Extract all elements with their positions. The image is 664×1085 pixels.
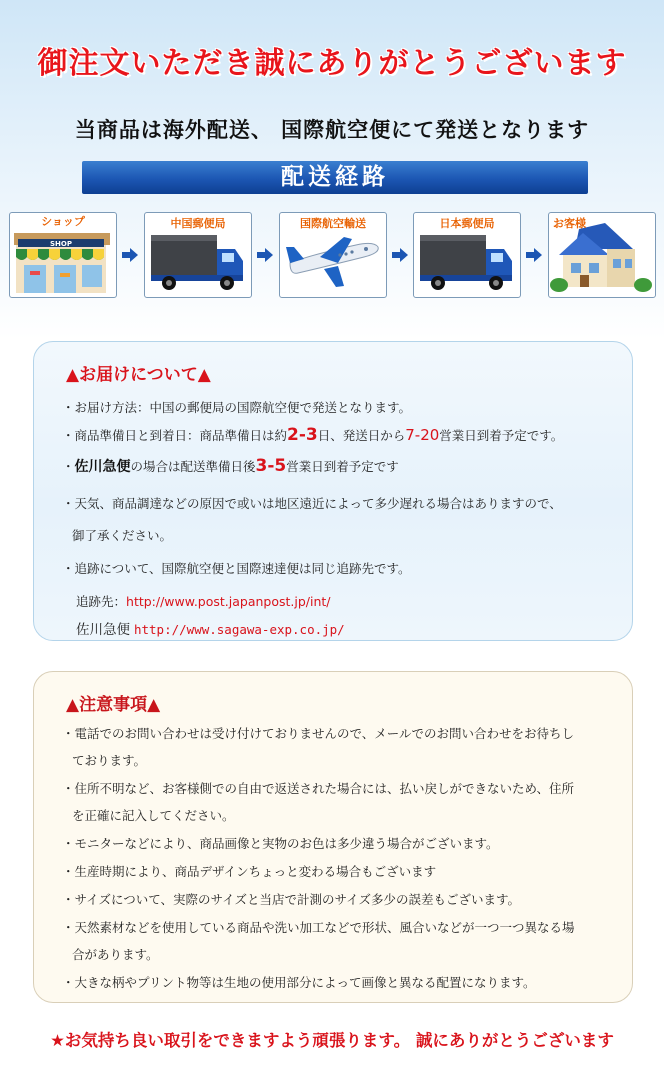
shipping-subtitle: 当商品は海外配送、 国際航空便にて発送となります bbox=[74, 118, 590, 142]
sagawa-days: 3-5 bbox=[255, 456, 287, 476]
prep-days: 2-3 bbox=[287, 425, 318, 445]
route-step-label: 日本郵便局 bbox=[439, 217, 495, 230]
sagawa-text: 営業日到着予定です bbox=[286, 459, 399, 474]
note-line: ております。 bbox=[72, 753, 147, 768]
note-line: ・大きな柄やプリント物等は生地の使用部分によって画像と異なる配置になります。 bbox=[62, 975, 536, 990]
note-line: を正確に記入してください。 bbox=[72, 808, 235, 823]
route-step-china-post bbox=[144, 212, 252, 298]
ship-days: 7-20 bbox=[405, 426, 440, 444]
japanpost-tracking-link[interactable]: http://www.post.japanpost.jp/int/ bbox=[126, 594, 331, 609]
track-label: 追跡先： bbox=[76, 594, 127, 609]
svg-text:SHOP: SHOP bbox=[50, 240, 72, 248]
note-line: ・生産時期により、商品デザインちょっと変わる場合もございます bbox=[62, 864, 437, 879]
route-step-label: 国際航空輸送 bbox=[300, 217, 366, 230]
note-line: ・サイズについて、実際のサイズと当店で計測のサイズ多少の誤差もございます。 bbox=[62, 892, 521, 907]
note-line: ・住所不明など、お客様側での自由で返送された場合には、払い戻しができないため、住所 bbox=[62, 781, 575, 796]
delivery-prep-line bbox=[62, 425, 563, 445]
route-step-label: ショップ bbox=[41, 215, 85, 228]
delivery-heading: ▲お届けについて▲ bbox=[66, 365, 211, 385]
truck-icon bbox=[145, 213, 249, 295]
notes-card bbox=[33, 671, 633, 1003]
airplane-icon bbox=[280, 213, 384, 295]
sagawa-tracking-row bbox=[76, 618, 345, 638]
shipping-route bbox=[9, 212, 657, 300]
route-step-japan-post bbox=[413, 212, 521, 298]
prep-text: 日、発送日から bbox=[317, 428, 406, 443]
delay-line: ・天気、商品調達などの原因で或いは地区遠近によって多少遅れる場合はありますので、 bbox=[62, 496, 562, 511]
sagawa-track-label: 佐川急便 bbox=[76, 622, 130, 638]
arrow-right-icon bbox=[392, 248, 408, 262]
route-step-label: お客様 bbox=[553, 217, 586, 230]
sagawa-line bbox=[62, 456, 399, 476]
delivery-method: ・お届け方法：中国の郵便局の国際航空便で発送となります。 bbox=[62, 400, 412, 415]
notes-heading: ▲注意事項▲ bbox=[66, 695, 161, 715]
route-step-customer bbox=[548, 212, 656, 298]
note-line: 合があります。 bbox=[72, 947, 159, 962]
sagawa-tracking-link[interactable]: http://www.sagawa-exp.co.jp/ bbox=[133, 622, 345, 637]
route-step-label: 中国郵便局 bbox=[170, 217, 226, 230]
delay-line: 御了承ください。 bbox=[72, 528, 173, 543]
route-title-bar: 配送経路 bbox=[82, 161, 588, 194]
page-title: 御注文いただき誠にありがとうございます bbox=[37, 46, 627, 81]
prep-text: ・商品準備日と到着日：商品準備日は約 bbox=[62, 428, 288, 443]
tracking-row bbox=[76, 592, 331, 610]
note-line: ・モニターなどにより、商品画像と実物のお色は多少違う場合がございます。 bbox=[62, 836, 499, 851]
route-step-shop bbox=[9, 212, 117, 298]
sagawa-name: 佐川急便 bbox=[74, 459, 131, 475]
truck-icon bbox=[414, 213, 518, 295]
delivery-info-card bbox=[33, 341, 633, 641]
prep-text: 営業日到着予定です。 bbox=[439, 428, 564, 443]
footer-thanks: ★お気持ち良い取引をできますよう頑張ります。 誠にありがとうございます bbox=[50, 1031, 614, 1050]
arrow-right-icon bbox=[122, 248, 138, 262]
note-line: ・電話でのお問い合わせは受け付けておりませんので、メールでのお問い合わせをお待ちし bbox=[62, 726, 575, 741]
tracking-line: ・追跡について、国際航空便と国際速達便は同じ追跡先です。 bbox=[62, 561, 411, 576]
arrow-right-icon bbox=[526, 248, 542, 262]
sagawa-text: の場合は配送準備日後 bbox=[130, 459, 256, 474]
route-step-air-transport bbox=[279, 212, 387, 298]
bullet: ・ bbox=[62, 459, 75, 474]
arrow-right-icon bbox=[257, 248, 273, 262]
note-line: ・天然素材などを使用している商品や洗い加工などで形状、風合いなどが一つ一つ異なる場 bbox=[62, 920, 575, 935]
